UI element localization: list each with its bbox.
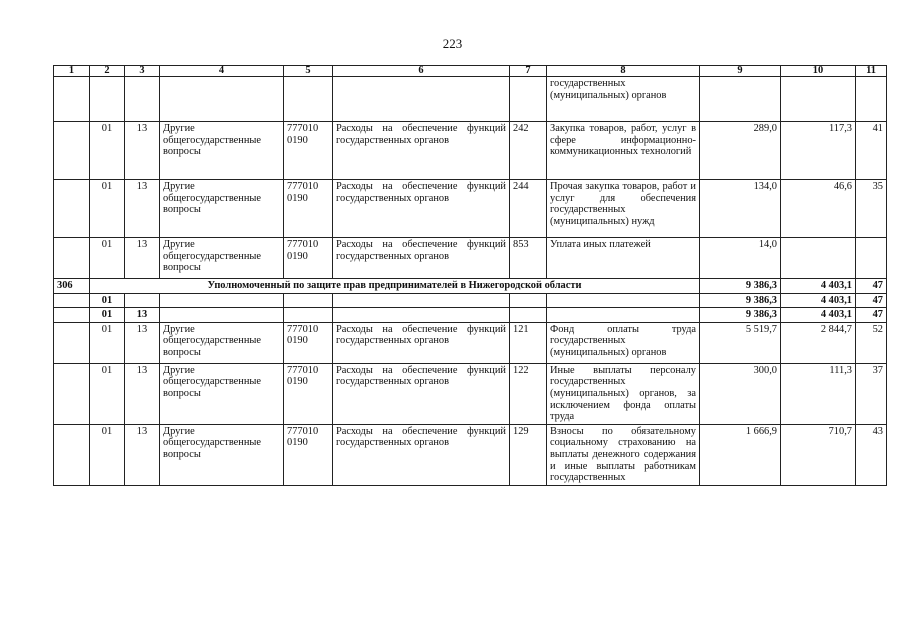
page-number: 223 — [442, 36, 463, 51]
actual-amount: 117,3 — [781, 122, 856, 180]
table-row — [54, 322, 887, 363]
column-header: 6 — [333, 66, 510, 77]
expense-code: 242 — [510, 122, 547, 180]
plan-amount: 9 386,3 — [700, 293, 781, 308]
plan-amount: 5 519,7 — [700, 322, 781, 363]
section-row — [54, 293, 887, 308]
target-description: Расходы на обеспечение функций государственных органов — [333, 363, 510, 424]
subsection-code: 13 — [125, 122, 160, 180]
target-description: Расходы на обеспечение функций государственных органов — [333, 424, 510, 485]
section-code: 01 — [90, 122, 125, 180]
percent: 43 — [856, 424, 887, 485]
expense-type: Закупка товаров, работ, услуг в сфере информационно-коммуникационных технологий — [547, 122, 700, 180]
subsection-code: 13 — [125, 322, 160, 363]
percent: 35 — [856, 180, 887, 238]
section-name: Другие общегосударственные вопросы — [160, 238, 284, 279]
actual-amount: 4 403,1 — [781, 279, 856, 294]
target-article: 777010 0190 — [284, 424, 333, 485]
section-code: 01 — [90, 293, 125, 308]
expense-code: 121 — [510, 322, 547, 363]
target-article: 777010 0190 — [284, 122, 333, 180]
column-header: 2 — [90, 66, 125, 77]
expense-type: Уплата иных платежей — [547, 238, 700, 279]
expense-type: Прочая закупка товаров, работ и услуг для обеспечения государственных (муниципальных) нужд — [547, 180, 700, 238]
actual-amount — [781, 238, 856, 279]
section-name: Другие общегосударственные вопросы — [160, 424, 284, 485]
expense-code: 129 — [510, 424, 547, 485]
plan-amount: 289,0 — [700, 122, 781, 180]
subsection-code: 13 — [125, 238, 160, 279]
percent: 41 — [856, 122, 887, 180]
table-row — [54, 122, 887, 180]
section-code: 01 — [90, 322, 125, 363]
actual-amount: 4 403,1 — [781, 293, 856, 308]
org-code: 306 — [54, 279, 90, 294]
expense-type: Фонд оплаты труда государственных (муниципальных) органов — [547, 322, 700, 363]
column-header: 1 — [54, 66, 90, 77]
column-header: 10 — [781, 66, 856, 77]
subsection-code: 13 — [125, 424, 160, 485]
expense-code: 122 — [510, 363, 547, 424]
expense-code: 853 — [510, 238, 547, 279]
column-header: 9 — [700, 66, 781, 77]
target-description: Расходы на обеспечение функций государственных органов — [333, 238, 510, 279]
actual-amount: 2 844,7 — [781, 322, 856, 363]
table-row — [54, 180, 887, 238]
percent: 47 — [856, 308, 887, 323]
expense-type: государственных (муниципальных) органов — [547, 77, 700, 122]
plan-amount: 9 386,3 — [700, 279, 781, 294]
section-name: Другие общегосударственные вопросы — [160, 122, 284, 180]
org-row — [54, 279, 887, 294]
column-header: 3 — [125, 66, 160, 77]
org-title: Уполномоченный по защите прав предпринимателей в Нижегородской области — [90, 279, 700, 294]
section-code: 01 — [90, 238, 125, 279]
expense-code: 244 — [510, 180, 547, 238]
plan-amount: 1 666,9 — [700, 424, 781, 485]
target-article: 777010 0190 — [284, 238, 333, 279]
actual-amount: 710,7 — [781, 424, 856, 485]
section-code: 01 — [90, 424, 125, 485]
subsection-code: 13 — [125, 363, 160, 424]
table-row — [54, 238, 887, 279]
column-header: 5 — [284, 66, 333, 77]
subsection-code: 13 — [125, 308, 160, 323]
column-number-row — [54, 66, 887, 77]
percent: 52 — [856, 322, 887, 363]
column-header: 7 — [510, 66, 547, 77]
percent: 47 — [856, 293, 887, 308]
actual-amount: 4 403,1 — [781, 308, 856, 323]
table-row — [54, 77, 887, 122]
target-article: 777010 0190 — [284, 180, 333, 238]
expense-type: Взносы по обязательному социальному страхованию на выплаты денежного содержания и иные выплаты работникам государственных — [547, 424, 700, 485]
column-header: 8 — [547, 66, 700, 77]
section-code: 01 — [90, 180, 125, 238]
percent: 47 — [856, 279, 887, 294]
table-row — [54, 424, 887, 485]
section-name: Другие общегосударственные вопросы — [160, 363, 284, 424]
actual-amount: 46,6 — [781, 180, 856, 238]
actual-amount: 111,3 — [781, 363, 856, 424]
expense-type: Иные выплаты персоналу государственных (муниципальных) органов, за исключением фонда оплаты труда — [547, 363, 700, 424]
column-header: 11 — [856, 66, 887, 77]
table-row — [54, 363, 887, 424]
section-code: 01 — [90, 308, 125, 323]
percent: 37 — [856, 363, 887, 424]
target-description: Расходы на обеспечение функций государственных органов — [333, 322, 510, 363]
section-name: Другие общегосударственные вопросы — [160, 180, 284, 238]
percent — [856, 238, 887, 279]
plan-amount: 300,0 — [700, 363, 781, 424]
plan-amount: 134,0 — [700, 180, 781, 238]
subsection-row — [54, 308, 887, 323]
plan-amount: 14,0 — [700, 238, 781, 279]
target-article: 777010 0190 — [284, 322, 333, 363]
target-article: 777010 0190 — [284, 363, 333, 424]
section-name: Другие общегосударственные вопросы — [160, 322, 284, 363]
plan-amount: 9 386,3 — [700, 308, 781, 323]
target-description: Расходы на обеспечение функций государственных органов — [333, 122, 510, 180]
column-header: 4 — [160, 66, 284, 77]
subsection-code: 13 — [125, 180, 160, 238]
target-description: Расходы на обеспечение функций государственных органов — [333, 180, 510, 238]
section-code: 01 — [90, 363, 125, 424]
budget-table — [53, 65, 887, 486]
